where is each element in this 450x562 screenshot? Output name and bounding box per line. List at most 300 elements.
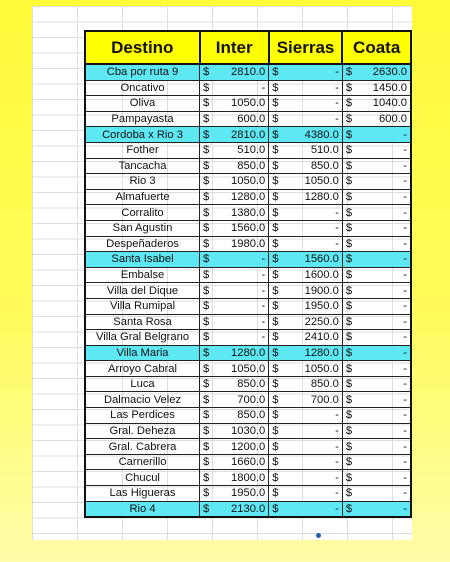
money-value: [343, 252, 410, 266]
cell-destino[interactable]: Santa Rosa: [85, 314, 200, 330]
currency-symbol: $: [272, 159, 279, 172]
cell-sierras[interactable]: [269, 80, 343, 96]
amount: -: [403, 300, 407, 313]
amount: -: [261, 284, 266, 297]
amount: -: [335, 113, 339, 126]
cell-inter[interactable]: [200, 267, 269, 283]
currency-symbol: $: [272, 269, 279, 282]
cell-coata[interactable]: [342, 423, 411, 439]
table-row: [85, 252, 411, 268]
cell-coata[interactable]: [342, 252, 411, 268]
cell-sierras[interactable]: [269, 439, 343, 455]
cell-inter[interactable]: [200, 64, 269, 80]
cell-sierras[interactable]: [269, 298, 343, 314]
currency-symbol: $: [272, 191, 279, 204]
amount: -: [403, 393, 407, 406]
currency-symbol: $: [345, 253, 353, 266]
cell-sierras[interactable]: [269, 486, 343, 502]
amount: 1560.0: [231, 222, 266, 235]
money-value: [343, 424, 410, 438]
table-row: [85, 376, 411, 392]
money-value: [343, 299, 410, 313]
table-row: [85, 205, 411, 221]
cell-sierras[interactable]: [269, 361, 343, 377]
table-row: [85, 220, 411, 236]
money-value: [200, 362, 268, 376]
cell-coata[interactable]: [342, 501, 411, 517]
money-value: [343, 502, 410, 516]
cell-coata[interactable]: [342, 408, 411, 424]
cell-inter[interactable]: [200, 252, 269, 268]
money-value: [200, 159, 268, 173]
cell-sierras[interactable]: [269, 127, 343, 143]
cell-coata[interactable]: [342, 361, 411, 377]
cell-destino[interactable]: Cordoba x Rio 3: [85, 127, 200, 143]
amount: -: [403, 378, 407, 391]
currency-symbol: $: [345, 456, 353, 469]
currency-symbol: $: [203, 315, 210, 328]
cell-destino[interactable]: Luca: [85, 376, 200, 392]
cell-sierras[interactable]: [269, 454, 343, 470]
cell-sierras[interactable]: [269, 470, 343, 486]
cell-sierras[interactable]: [269, 423, 343, 439]
cell-destino[interactable]: Gral. Cabrera: [85, 439, 200, 455]
currency-symbol: $: [203, 456, 210, 469]
cell-destino[interactable]: Oliva: [85, 96, 200, 112]
currency-symbol: $: [345, 144, 353, 157]
currency-symbol: $: [203, 471, 210, 484]
cell-destino[interactable]: Villa Rumipal: [85, 298, 200, 314]
currency-symbol: $: [345, 440, 353, 453]
cell-sierras[interactable]: [269, 314, 343, 330]
amount: 1380.0: [231, 206, 266, 219]
cell-destino[interactable]: Tancacha: [85, 158, 200, 174]
cell-coata[interactable]: [342, 486, 411, 502]
money-value: [343, 362, 410, 376]
amount: 850.0: [310, 159, 339, 172]
amount: -: [261, 315, 266, 328]
money-value: [343, 315, 410, 329]
money-value: [200, 284, 268, 298]
cell-sierras[interactable]: [269, 283, 343, 299]
amount: 1660.0: [231, 456, 266, 469]
money-value: [200, 65, 268, 79]
money-value: [269, 440, 342, 454]
table-row: [85, 127, 411, 143]
money-value: [200, 96, 268, 110]
cell-sierras[interactable]: [269, 376, 343, 392]
amount: -: [403, 269, 407, 282]
currency-symbol: $: [345, 237, 353, 250]
cell-coata[interactable]: [342, 127, 411, 143]
currency-symbol: $: [345, 502, 353, 515]
currency-symbol: $: [203, 253, 210, 266]
money-value: [269, 96, 342, 110]
amount: 1050.0: [304, 175, 339, 188]
header-coata: Coata: [342, 31, 411, 64]
currency-symbol: $: [345, 66, 353, 79]
cell-destino[interactable]: Embalse: [85, 267, 200, 283]
cell-inter[interactable]: [200, 501, 269, 517]
cell-inter[interactable]: [200, 423, 269, 439]
currency-symbol: $: [345, 97, 353, 110]
cell-inter[interactable]: [200, 220, 269, 236]
money-value: [269, 174, 342, 188]
amount: 1560.0: [304, 253, 339, 266]
money-value: [200, 408, 268, 422]
money-value: [269, 190, 342, 204]
amount: -: [335, 237, 339, 250]
cell-coata[interactable]: [342, 330, 411, 346]
money-value: [343, 206, 410, 220]
cell-destino[interactable]: Despeñaderos: [85, 236, 200, 252]
currency-symbol: $: [345, 487, 353, 500]
currency-symbol: $: [203, 424, 210, 437]
amount: -: [403, 346, 407, 359]
currency-symbol: $: [272, 222, 279, 235]
amount: -: [403, 456, 407, 469]
cell-coata[interactable]: [342, 470, 411, 486]
price-table: [84, 30, 412, 518]
currency-symbol: $: [272, 471, 279, 484]
currency-symbol: $: [272, 362, 279, 375]
cell-destino[interactable]: Santa Isabel: [85, 252, 200, 268]
table-row: [85, 283, 411, 299]
cell-inter[interactable]: [200, 454, 269, 470]
cell-sierras[interactable]: [269, 189, 343, 205]
cell-coata[interactable]: [342, 96, 411, 112]
money-value: [200, 440, 268, 454]
currency-symbol: $: [345, 128, 353, 141]
amount: -: [261, 81, 266, 94]
cell-coata[interactable]: [342, 236, 411, 252]
money-value: [200, 143, 268, 157]
cell-inter[interactable]: [200, 361, 269, 377]
cell-destino[interactable]: Villa Gral Belgrano: [85, 330, 200, 346]
cell-coata[interactable]: [342, 174, 411, 190]
money-value: [269, 346, 342, 360]
cell-destino[interactable]: Villa Maria: [85, 345, 200, 361]
currency-symbol: $: [272, 175, 279, 188]
cell-inter[interactable]: [200, 486, 269, 502]
cell-destino[interactable]: Arroyo Cabral: [85, 361, 200, 377]
cell-sierras[interactable]: [269, 392, 343, 408]
currency-symbol: $: [345, 206, 353, 219]
amount: -: [403, 175, 407, 188]
spreadsheet-area: [32, 6, 412, 540]
cell-coata[interactable]: [342, 220, 411, 236]
cell-coata[interactable]: [342, 205, 411, 221]
currency-symbol: $: [203, 487, 210, 500]
table-row: [85, 423, 411, 439]
amount: -: [335, 66, 339, 79]
amount: 1050.0: [231, 175, 266, 188]
table-row: [85, 96, 411, 112]
amount: 2130.0: [231, 502, 266, 515]
money-value: [269, 377, 342, 391]
cell-sierras[interactable]: [269, 64, 343, 80]
currency-symbol: $: [345, 362, 353, 375]
amount: 850.0: [237, 378, 266, 391]
amount: -: [403, 409, 407, 422]
header-inter: Inter: [200, 31, 269, 64]
currency-symbol: $: [345, 81, 353, 94]
money-value: [343, 112, 410, 126]
money-value: [343, 128, 410, 142]
cell-inter[interactable]: [200, 111, 269, 127]
amount: 1450.0: [372, 81, 407, 94]
amount: 850.0: [237, 409, 266, 422]
cell-coata[interactable]: [342, 80, 411, 96]
cell-inter[interactable]: [200, 376, 269, 392]
amount: -: [335, 81, 339, 94]
money-value: [200, 486, 268, 500]
money-value: [343, 346, 410, 360]
money-value: [269, 237, 342, 251]
currency-symbol: $: [272, 128, 279, 141]
currency-symbol: $: [345, 159, 353, 172]
cell-destino[interactable]: Villa del Dique: [85, 283, 200, 299]
amount: -: [335, 409, 339, 422]
cell-destino[interactable]: Chucul: [85, 470, 200, 486]
table-row: [85, 345, 411, 361]
cell-coata[interactable]: [342, 298, 411, 314]
currency-symbol: $: [203, 409, 210, 422]
currency-symbol: $: [345, 175, 353, 188]
currency-symbol: $: [345, 284, 353, 297]
money-value: [269, 315, 342, 329]
cell-sierras[interactable]: [269, 345, 343, 361]
currency-symbol: $: [272, 206, 279, 219]
amount: 1950.0: [231, 487, 266, 500]
cell-inter[interactable]: [200, 298, 269, 314]
money-value: [200, 128, 268, 142]
amount: 850.0: [310, 378, 339, 391]
currency-symbol: $: [203, 269, 210, 282]
amount: -: [261, 269, 266, 282]
cell-sierras[interactable]: [269, 267, 343, 283]
amount: 1200.0: [231, 440, 266, 453]
money-value: [269, 471, 342, 485]
table-row: [85, 267, 411, 283]
cursor-dot: [316, 533, 321, 538]
currency-symbol: $: [203, 362, 210, 375]
amount: -: [403, 237, 407, 250]
cell-inter[interactable]: [200, 189, 269, 205]
currency-symbol: $: [345, 378, 353, 391]
money-value: [200, 330, 268, 344]
cell-inter[interactable]: [200, 236, 269, 252]
amount: -: [335, 456, 339, 469]
cell-inter[interactable]: [200, 205, 269, 221]
currency-symbol: $: [272, 456, 279, 469]
cell-inter[interactable]: [200, 470, 269, 486]
currency-symbol: $: [203, 144, 210, 157]
money-value: [269, 112, 342, 126]
amount: -: [403, 253, 407, 266]
currency-symbol: $: [272, 409, 279, 422]
cell-inter[interactable]: [200, 158, 269, 174]
cell-destino[interactable]: Cba por ruta 9: [85, 64, 200, 80]
cell-coata[interactable]: [342, 111, 411, 127]
cell-coata[interactable]: [342, 158, 411, 174]
currency-symbol: $: [272, 346, 279, 359]
cell-sierras[interactable]: [269, 330, 343, 346]
cell-sierras[interactable]: [269, 236, 343, 252]
currency-symbol: $: [345, 409, 353, 422]
cell-coata[interactable]: [342, 345, 411, 361]
currency-symbol: $: [272, 440, 279, 453]
money-value: [269, 424, 342, 438]
cell-destino[interactable]: Las Higueras: [85, 486, 200, 502]
money-value: [200, 81, 268, 95]
currency-symbol: $: [272, 81, 279, 94]
amount: 600.0: [237, 113, 266, 126]
cell-coata[interactable]: [342, 267, 411, 283]
cell-destino[interactable]: Gral. Deheza: [85, 423, 200, 439]
cell-coata[interactable]: [342, 64, 411, 80]
amount: 1050.0: [231, 362, 266, 375]
money-value: [200, 502, 268, 516]
cell-inter[interactable]: [200, 174, 269, 190]
currency-symbol: $: [345, 300, 353, 313]
cell-coata[interactable]: [342, 283, 411, 299]
currency-symbol: $: [272, 331, 279, 344]
amount: 1900.0: [304, 284, 339, 297]
cell-coata[interactable]: [342, 189, 411, 205]
currency-symbol: $: [272, 113, 279, 126]
cell-sierras[interactable]: [269, 220, 343, 236]
amount: -: [403, 222, 407, 235]
cell-inter[interactable]: [200, 439, 269, 455]
money-value: [343, 143, 410, 157]
cell-inter[interactable]: [200, 96, 269, 112]
amount: -: [261, 331, 266, 344]
cell-sierras[interactable]: [269, 501, 343, 517]
currency-symbol: $: [272, 97, 279, 110]
currency-symbol: $: [203, 378, 210, 391]
money-value: [200, 455, 268, 469]
cell-coata[interactable]: [342, 142, 411, 158]
cell-coata[interactable]: [342, 454, 411, 470]
currency-symbol: $: [203, 237, 210, 250]
cell-sierras[interactable]: [269, 408, 343, 424]
currency-symbol: $: [345, 331, 353, 344]
amount: -: [335, 471, 339, 484]
cell-sierras[interactable]: [269, 174, 343, 190]
cell-destino[interactable]: Almafuerte: [85, 189, 200, 205]
cell-inter[interactable]: [200, 142, 269, 158]
amount: 700.0: [237, 393, 266, 406]
cell-coata[interactable]: [342, 376, 411, 392]
cell-coata[interactable]: [342, 392, 411, 408]
money-value: [343, 81, 410, 95]
cell-destino[interactable]: Carnerillo: [85, 454, 200, 470]
money-value: [269, 408, 342, 422]
cell-destino[interactable]: San Agustin: [85, 220, 200, 236]
cell-destino[interactable]: Las Perdices: [85, 408, 200, 424]
amount: -: [335, 206, 339, 219]
cell-inter[interactable]: [200, 80, 269, 96]
cell-sierras[interactable]: [269, 96, 343, 112]
currency-symbol: $: [203, 284, 210, 297]
table-row: [85, 174, 411, 190]
currency-symbol: $: [345, 269, 353, 282]
amount: -: [335, 502, 339, 515]
currency-symbol: $: [203, 128, 210, 141]
cell-inter[interactable]: [200, 392, 269, 408]
cell-inter[interactable]: [200, 127, 269, 143]
money-value: [269, 393, 342, 407]
money-value: [269, 143, 342, 157]
cell-destino[interactable]: Corralito: [85, 205, 200, 221]
header-sierras: Sierras: [269, 31, 343, 64]
cell-destino[interactable]: Fother: [85, 142, 200, 158]
table-row: [85, 330, 411, 346]
cell-inter[interactable]: [200, 330, 269, 346]
money-value: [200, 424, 268, 438]
cell-inter[interactable]: [200, 314, 269, 330]
amount: -: [403, 440, 407, 453]
amount: 1980.0: [231, 237, 266, 250]
cell-inter[interactable]: [200, 283, 269, 299]
amount: 2810.0: [231, 128, 266, 141]
money-value: [343, 377, 410, 391]
amount: -: [403, 191, 407, 204]
cell-sierras[interactable]: [269, 111, 343, 127]
cell-sierras[interactable]: [269, 205, 343, 221]
currency-symbol: $: [272, 487, 279, 500]
money-value: [343, 393, 410, 407]
cell-destino[interactable]: Oncativo: [85, 80, 200, 96]
money-value: [200, 252, 268, 266]
cell-destino[interactable]: Rio 4: [85, 501, 200, 517]
currency-symbol: $: [272, 144, 279, 157]
amount: -: [335, 424, 339, 437]
currency-symbol: $: [272, 66, 279, 79]
amount: 1280.0: [231, 191, 266, 204]
cell-sierras[interactable]: [269, 142, 343, 158]
cell-coata[interactable]: [342, 314, 411, 330]
money-value: [269, 502, 342, 516]
currency-symbol: $: [345, 393, 353, 406]
cell-destino[interactable]: Pampayasta: [85, 111, 200, 127]
amount: -: [403, 424, 407, 437]
cell-sierras[interactable]: [269, 158, 343, 174]
money-value: [200, 299, 268, 313]
money-value: [200, 190, 268, 204]
money-value: [343, 408, 410, 422]
amount: 700.0: [310, 393, 339, 406]
currency-symbol: $: [203, 331, 210, 344]
amount: -: [403, 284, 407, 297]
table-row: [85, 392, 411, 408]
cell-sierras[interactable]: [269, 252, 343, 268]
money-value: [269, 221, 342, 235]
table-row: [85, 470, 411, 486]
currency-symbol: $: [345, 222, 353, 235]
amount: 1040.0: [372, 97, 407, 110]
cell-inter[interactable]: [200, 408, 269, 424]
currency-symbol: $: [203, 97, 210, 110]
table-row: [85, 314, 411, 330]
amount: 510.0: [310, 144, 339, 157]
amount: -: [261, 253, 266, 266]
cell-inter[interactable]: [200, 345, 269, 361]
cell-destino[interactable]: Rio 3: [85, 174, 200, 190]
cell-destino[interactable]: Dalmacio Velez: [85, 392, 200, 408]
cell-coata[interactable]: [342, 439, 411, 455]
